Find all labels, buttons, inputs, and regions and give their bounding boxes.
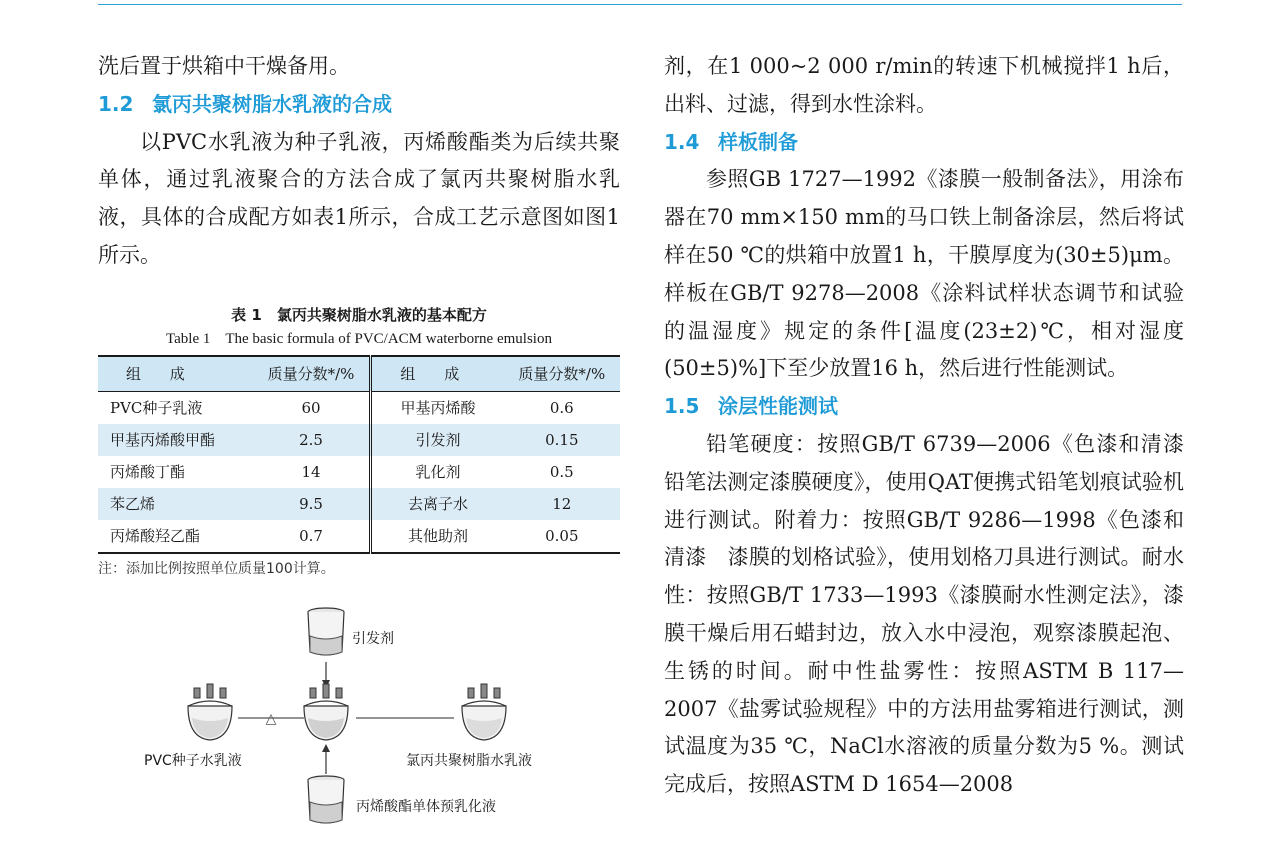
cell-component: 乳化剂 xyxy=(415,463,461,482)
cell-component: 其他助剂 xyxy=(371,520,504,553)
cell-component: 去离子水 xyxy=(408,495,469,514)
table-1 xyxy=(98,303,620,580)
reactor-flask-icon xyxy=(304,684,348,740)
arrow-head-icon xyxy=(322,744,330,752)
cell-component: 甲基丙烯酸甲酯 xyxy=(110,431,216,450)
table-title-en: Table 1 The basic formula of PVC/ACM waterborne emulsion xyxy=(166,330,552,347)
table-row xyxy=(98,488,620,520)
cell-component: 丙烯酸丁酯 xyxy=(110,463,186,482)
header-mass-fraction: 质量分数*/% xyxy=(253,356,371,392)
cell-component: 丙烯酸羟乙酯 xyxy=(98,520,253,553)
label-seed-emulsion: PVC种子水乳液 xyxy=(144,753,242,769)
section-title: 涂层性能测试 xyxy=(718,394,838,419)
table-row xyxy=(98,424,620,456)
section-number: 1.4 xyxy=(664,129,700,154)
header-mass-fraction: 质量分数*/% xyxy=(504,356,620,392)
header-component: 组 成 xyxy=(98,356,253,392)
cell-value: 60 xyxy=(253,391,371,424)
label-initiator: 引发剂 xyxy=(352,631,394,647)
cell-component: PVC种子乳液 xyxy=(110,399,203,418)
table-note: 注：添加比例按照单位质量100计算。 xyxy=(98,560,335,577)
paragraph-synthesis: 以PVC水乳液为种子乳液，丙烯酸酯类为后续共聚单体，通过乳液聚合的方法合成了氯丙共聚树脂水乳液，具体的合成配方如表1所示，合成工艺示意图如图1所示。 xyxy=(98,129,620,267)
paragraph-continued: 剂，在1 000~2 000 r/min的转速下机械搅拌1 h后，出料、过滤，得到水性涂料。 xyxy=(664,54,1184,116)
heat-symbol: △ xyxy=(265,711,277,727)
cell-value: 14 xyxy=(253,456,371,488)
cell-component: 引发剂 xyxy=(415,431,461,450)
cell-value: 0.05 xyxy=(504,520,620,553)
section-heading-1-5 xyxy=(664,388,1184,426)
synthesis-process-diagram xyxy=(98,600,620,840)
section-title: 氯丙共聚树脂水乳液的合成 xyxy=(152,91,392,116)
cell-value: 0.6 xyxy=(549,398,574,417)
table-header-row xyxy=(98,356,620,392)
table-title-cn: 表 1 氯丙共聚树脂水乳液的基本配方 xyxy=(231,305,487,324)
cell-value: 2.5 xyxy=(253,424,371,456)
header-rule xyxy=(98,4,1182,5)
table-row xyxy=(98,456,620,488)
label-product-emulsion: 氯丙共聚树脂水乳液 xyxy=(406,753,532,769)
section-title: 样板制备 xyxy=(718,129,798,154)
left-column xyxy=(98,48,620,580)
formula-table xyxy=(98,355,620,554)
paragraph-performance-tests: 铅笔硬度：按照GB/T 6739—2006《色漆和清漆 铅笔法测定漆膜硬度》，使用QAT便携式铅笔划痕试验机进行测试。附着力：按照GB/T 9286—1998《色漆和清漆 漆膜的划格试验》，使用划格刀具进行测试。耐水性：按照GB/T 1733—1993《漆膜耐水性测定法》，漆膜干燥后用石蜡封边，放入水中浸泡，观察漆膜起泡、生锈的时间。耐中性盐雾性：按照ASTM B 117—2007《盐雾试验规程》中的方法用盐雾箱进行测试，测试温度为35 ℃，NaCl水溶液的质量分数为5 %。测试完成后，按照ASTM D 1654—2008 xyxy=(664,431,1205,797)
initiator-beaker-icon xyxy=(308,608,344,655)
cell-value: 0.7 xyxy=(253,520,371,553)
seed-flask-icon xyxy=(188,684,232,740)
cell-value: 0.15 xyxy=(545,430,579,449)
cell-value: 12 xyxy=(552,494,572,513)
section-number: 1.5 xyxy=(664,394,700,419)
cell-value: 9.5 xyxy=(253,488,371,520)
table-row xyxy=(98,520,620,553)
section-heading-1-4 xyxy=(664,124,1184,162)
table-row xyxy=(98,391,620,424)
cell-component: 甲基丙烯酸 xyxy=(400,399,476,418)
monomer-beaker-icon xyxy=(308,776,344,823)
product-flask-icon xyxy=(462,684,506,740)
section-number: 1.2 xyxy=(98,91,134,116)
cell-component: 苯乙烯 xyxy=(110,495,156,514)
header-component: 组 成 xyxy=(371,356,504,392)
cell-value: 0.5 xyxy=(549,462,574,481)
paragraph-sample-prep: 参照GB 1727—1992《漆膜一般制备法》，用涂布器在70 mm×150 mm的马口铁上制备涂层，然后将试样在50 ℃的烘箱中放置1 h，干膜厚度为(30±5)μm。样板在GB/T 9278—2008《涂料试样状态调节和试验的温湿度》规定的条件[温度(23±2)℃，相对湿度(50±5)%]下至少放置16 h，然后进行性能测试。 xyxy=(664,167,1184,381)
right-column xyxy=(664,48,1205,804)
paragraph-intro: 洗后置于烘箱中干燥备用。 xyxy=(98,54,350,78)
label-monomer-pre-emulsion: 丙烯酸酯单体预乳化液 xyxy=(356,799,496,815)
section-heading-1-2 xyxy=(98,86,620,124)
